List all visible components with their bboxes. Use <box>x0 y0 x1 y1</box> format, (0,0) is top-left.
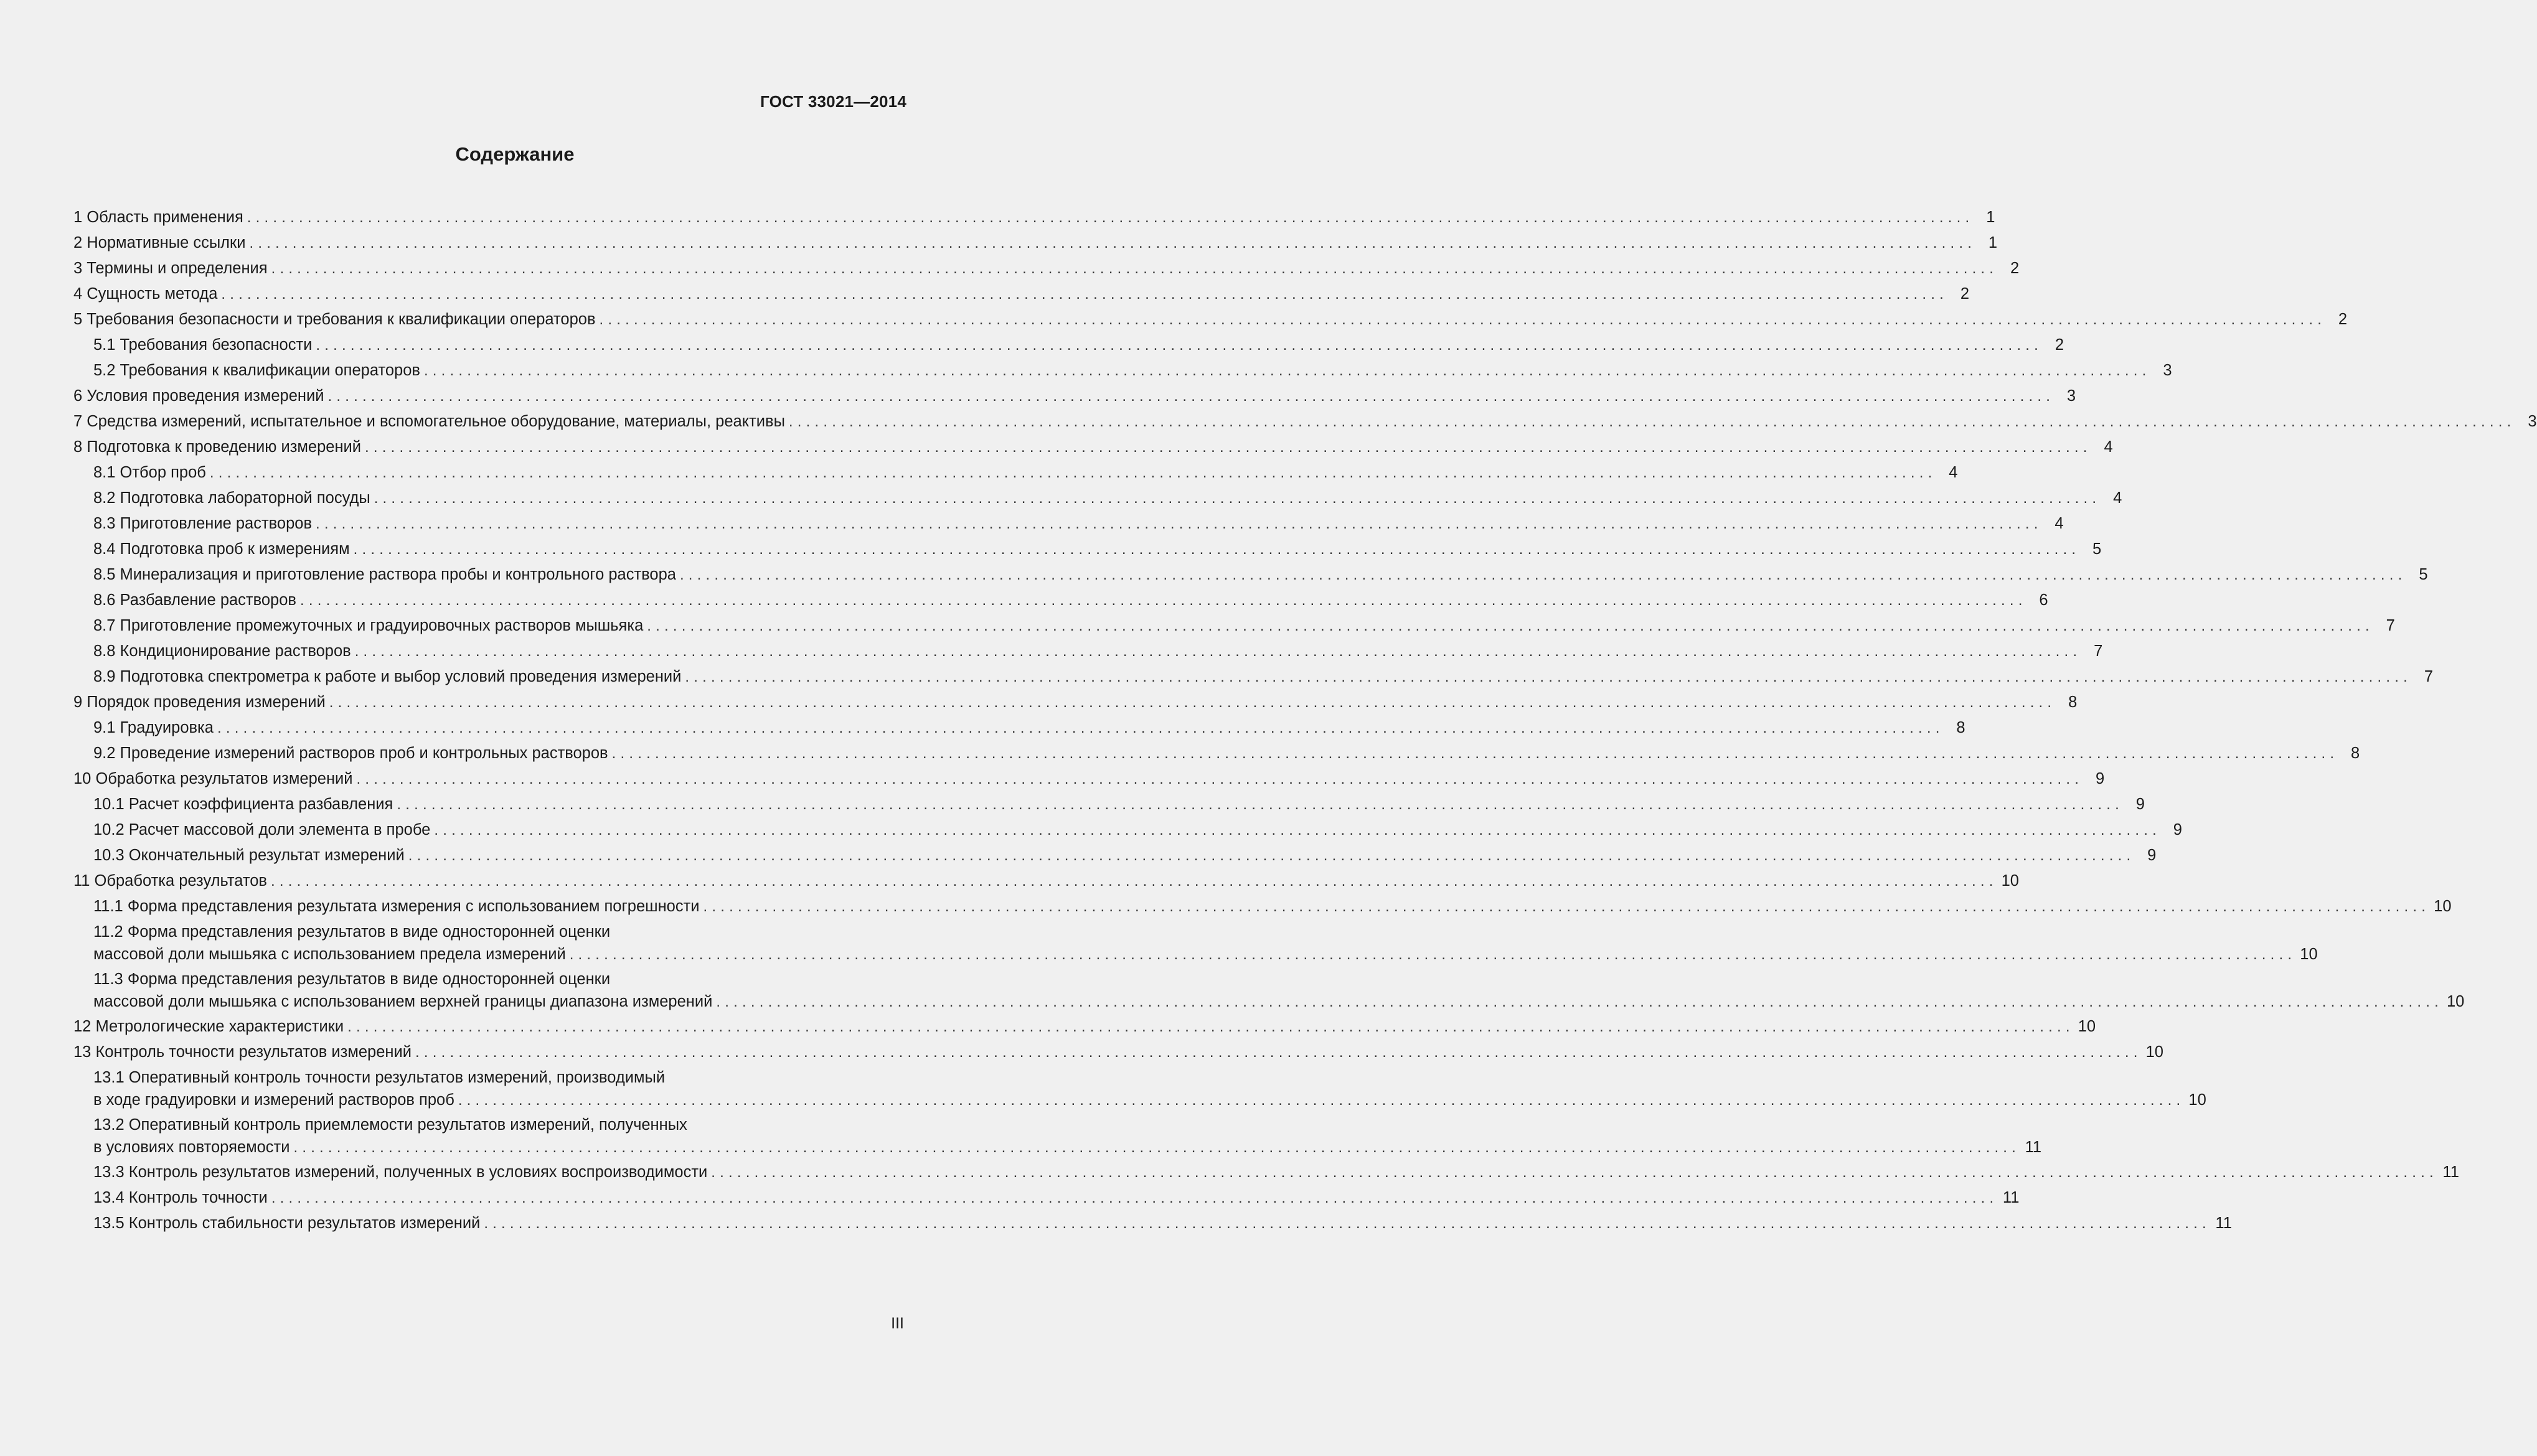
toc-entry-label: 2 Нормативные ссылки <box>73 234 246 251</box>
toc-leader-dots: ........................................................................................................................................................................................................ <box>434 822 2161 838</box>
toc-entry-2[interactable] <box>73 230 1998 255</box>
toc-leader-dots: ........................................................................................................................................................................................................ <box>599 311 2327 328</box>
toc-page-number: 11 <box>2002 1189 2020 1206</box>
toc-entry-13[interactable] <box>73 1039 2163 1064</box>
toc-entry-label: 13.3 Контроль результатов измерений, полученных в условиях воспроизводимости <box>93 1163 708 1181</box>
toc-leader-dots: ........................................................................................................................................................................................................ <box>347 1018 2074 1035</box>
toc-leader-dots: ........................................................................................................................................................................................................ <box>484 1215 2211 1232</box>
toc-page-number: 3 <box>2163 362 2172 379</box>
toc-leader-dots: ........................................................................................................................................................................................................ <box>647 618 2374 634</box>
toc-entry-label: 10.1 Расчет коэффициента разбавления <box>93 796 393 813</box>
toc-entry-9-1[interactable] <box>73 715 1965 740</box>
toc-leader-dots: ........................................................................................................................................................................................................ <box>221 286 1949 303</box>
toc-entry-label: 10 Обработка результатов измерений <box>73 770 353 787</box>
toc-page-number: 4 <box>2055 515 2064 532</box>
toc-leader-dots: ........................................................................................................................................................................................................ <box>569 946 2297 963</box>
toc-entry-label-line1: 13.2 Оперативный контроль приемлемости результатов измерений, полученных <box>93 1116 687 1134</box>
toc-leader-dots: ........................................................................................................................................................................................................ <box>271 260 1998 277</box>
toc-entry-label: 8.8 Кондиционирование растворов <box>93 642 351 660</box>
toc-page-number: 7 <box>2386 617 2395 634</box>
toc-entry-label: 8.6 Разбавление растворов <box>93 591 296 609</box>
toc-entry-7[interactable] <box>73 408 2537 434</box>
toc-page-number: 2 <box>2055 336 2064 354</box>
toc-entry-9-2[interactable] <box>73 740 2360 766</box>
toc-entry-label: 13 Контроль точности результатов измерений <box>73 1043 412 1061</box>
toc-entry-13-1[interactable] <box>73 1064 2206 1112</box>
toc-page-number: 11 <box>2025 1139 2042 1156</box>
toc-page-number: 3 <box>2528 413 2537 430</box>
toc-entry-3[interactable] <box>73 255 2020 281</box>
toc-entry-label: 11 Обработка результатов <box>73 872 267 890</box>
toc-page-number: 6 <box>2039 591 2048 609</box>
toc-entry-label: 12 Метрологические характеристики <box>73 1018 344 1035</box>
toc-leader-dots: ........................................................................................................................................................................................................ <box>249 235 1977 251</box>
toc-leader-dots: ........................................................................................................................................................................................................ <box>415 1044 2142 1061</box>
toc-entry-10-3[interactable] <box>73 842 2157 868</box>
page-title: Содержание <box>455 143 575 165</box>
toc-leader-dots: ........................................................................................................................................................................................................ <box>329 694 2056 711</box>
toc-page-number: 1 <box>1988 234 1998 251</box>
toc-entry-11-3[interactable] <box>73 966 2465 1013</box>
toc-entry-label-line2: в условиях повторяемости <box>93 1139 290 1156</box>
toc-page-number: 9 <box>2095 770 2105 787</box>
toc-leader-dots: ........................................................................................................................................................................................................ <box>711 1164 2438 1181</box>
toc-entry-8-9[interactable] <box>73 664 2433 689</box>
toc-page-number: 10 <box>2300 946 2318 963</box>
toc-entry-13-3[interactable] <box>73 1159 2459 1185</box>
toc-leader-dots: ........................................................................................................................................................................................................ <box>408 847 2135 864</box>
toc-page-number: 10 <box>2145 1043 2163 1061</box>
toc-page-number: 5 <box>2419 566 2428 583</box>
toc-entry-8[interactable] <box>73 434 2113 459</box>
toc-leader-dots: ........................................................................................................................................................................................................ <box>271 1190 1998 1206</box>
toc-entry-11-2[interactable] <box>73 919 2318 966</box>
toc-entry-label: 7 Средства измерений, испытательное и вспомогательное оборудование, материалы, реактивы <box>73 413 785 430</box>
toc-page-number: 2 <box>2338 311 2348 328</box>
toc-leader-dots: ........................................................................................................................................................................................................ <box>316 337 2043 354</box>
toc-entry-label: 11.1 Форма представления результата измерения с использованием погрешности <box>93 898 700 915</box>
toc-entry-label: 4 Сущность метода <box>73 285 218 303</box>
toc-entry-6[interactable] <box>73 383 2076 408</box>
toc-entry-label: 10.3 Окончательный результат измерений <box>93 847 405 864</box>
toc-page-number: 11 <box>2215 1214 2232 1232</box>
toc-page-number: 4 <box>2113 489 2122 507</box>
toc-page-number: 10 <box>2446 993 2465 1010</box>
toc-page-number: 7 <box>2094 642 2103 660</box>
toc-entry-11[interactable] <box>73 868 2019 893</box>
toc-leader-dots: ........................................................................................................................................................................................................ <box>611 745 2339 762</box>
toc-entry-8-5[interactable] <box>73 561 2428 587</box>
toc-leader-dots: ........................................................................................................................................................................................................ <box>209 464 1937 481</box>
toc-page-number: 5 <box>2092 540 2102 558</box>
toc-leader-dots: ........................................................................................................................................................................................................ <box>327 388 2055 405</box>
toc-entry-label: 5 Требования безопасности и требования к квалификации операторов <box>73 311 596 328</box>
toc-entry-label: 8.4 Подготовка проб к измерениям <box>93 540 350 558</box>
toc-entry-label: 8.9 Подготовка спектрометра к работе и выбор условий проведения измерений <box>93 668 682 685</box>
document-code: ГОСТ 33021—2014 <box>760 92 906 111</box>
toc-page-number: 8 <box>1956 719 1965 736</box>
toc-leader-dots: ........................................................................................................................................................................................................ <box>685 669 2412 685</box>
toc-leader-dots: ........................................................................................................................................................................................................ <box>217 720 1944 736</box>
toc-page-number: 9 <box>2147 847 2157 864</box>
toc-page-number: 9 <box>2135 796 2145 813</box>
toc-entry-label: 1 Область применения <box>73 209 243 226</box>
toc-entry-label: 5.1 Требования безопасности <box>93 336 313 354</box>
toc-entry-5-1[interactable] <box>73 332 2064 357</box>
toc-page-number: 10 <box>2001 872 2019 890</box>
toc-page-number: 10 <box>2188 1091 2206 1109</box>
toc-entry-label-line2: массовой доли мышьяка с использованием предела измерений <box>93 946 566 963</box>
toc-entry-label-line1: 13.1 Оперативный контроль точности результатов измерений, производимый <box>93 1069 666 1086</box>
toc-entry-label-line2: массовой доли мышьяка с использованием верхней границы диапазона измерений <box>93 993 713 1010</box>
toc-entry-8-3[interactable] <box>73 510 2064 536</box>
toc-leader-dots: ........................................................................................................................................................................................................ <box>247 209 1974 226</box>
toc-entry-8-7[interactable] <box>73 613 2395 638</box>
toc-entry-label: 8 Подготовка к проведению измерений <box>73 438 362 456</box>
toc-leader-dots: ........................................................................................................................................................................................................ <box>299 592 2027 609</box>
toc-leader-dots: ........................................................................................................................................................................................................ <box>270 873 1998 890</box>
toc-entry-label: 9.2 Проведение измерений растворов проб и контрольных растворов <box>93 744 608 762</box>
toc-page-number: 8 <box>2351 744 2360 762</box>
toc-leader-dots: ........................................................................................................................................................................................................ <box>458 1092 2185 1109</box>
toc-leader-dots: ........................................................................................................................................................................................................ <box>316 515 2043 532</box>
toc-entry-label: 8.3 Приготовление растворов <box>93 515 312 532</box>
toc-entry-label: 5.2 Требования к квалификации операторов <box>93 362 420 379</box>
toc-entry-5-2[interactable] <box>73 357 2172 383</box>
toc-entry-label: 8.7 Приготовление промежуточных и градуировочных растворов мышьяка <box>93 617 644 634</box>
table-of-contents <box>73 204 2537 1236</box>
toc-leader-dots: ........................................................................................................................................................................................................ <box>716 993 2443 1010</box>
toc-entry-label-line1: 11.3 Форма представления результатов в виде односторонней оценки <box>93 970 611 988</box>
toc-page-number: 9 <box>2173 821 2182 838</box>
toc-entry-10[interactable] <box>73 766 2105 791</box>
toc-entry-1[interactable] <box>73 204 1995 230</box>
toc-leader-dots: ........................................................................................................................................................................................................ <box>356 771 2084 787</box>
toc-entry-8-2[interactable] <box>73 485 2122 510</box>
toc-leader-dots: ........................................................................................................................................................................................................ <box>703 898 2431 915</box>
toc-leader-dots: ........................................................................................................................................................................................................ <box>353 541 2081 558</box>
toc-leader-dots: ........................................................................................................................................................................................................ <box>397 796 2124 813</box>
toc-page-number: 7 <box>2424 668 2433 685</box>
toc-entry-10-2[interactable] <box>73 817 2182 842</box>
toc-entry-12[interactable] <box>73 1013 2096 1039</box>
toc-page-number: 3 <box>2066 387 2076 405</box>
toc-leader-dots: ........................................................................................................................................................................................................ <box>374 490 2101 507</box>
toc-entry-5[interactable] <box>73 306 2348 332</box>
toc-page-number: 10 <box>2434 898 2452 915</box>
toc-entry-label: 6 Условия проведения измерений <box>73 387 324 405</box>
toc-page-number: 8 <box>2068 693 2078 711</box>
toc-leader-dots: ........................................................................................................................................................................................................ <box>679 566 2407 583</box>
toc-page-number: 11 <box>2442 1163 2459 1181</box>
toc-entry-8-8[interactable] <box>73 638 2103 664</box>
toc-leader-dots: ........................................................................................................................................................................................................ <box>365 439 2092 456</box>
toc-entry-label: 10.2 Расчет массовой доли элемента в пробе <box>93 821 431 838</box>
toc-entry-13-2[interactable] <box>73 1112 2042 1159</box>
page-number: III <box>891 1315 904 1332</box>
toc-entry-label: 8.1 Отбор проб <box>93 464 206 481</box>
toc-entry-8-1[interactable] <box>73 459 1958 485</box>
toc-entry-label-line2: в ходе градуировки и измерений растворов проб <box>93 1091 454 1109</box>
toc-page-number: 1 <box>1986 209 1995 226</box>
toc-entry-13-4[interactable] <box>73 1185 2020 1210</box>
toc-page-number: 2 <box>1960 285 1970 303</box>
toc-entry-8-6[interactable] <box>73 587 2048 613</box>
toc-page-number: 4 <box>2104 438 2113 456</box>
toc-entry-label: 8.2 Подготовка лабораторной посуды <box>93 489 370 507</box>
toc-entry-label: 13.4 Контроль точности <box>93 1189 268 1206</box>
toc-entry-label-line1: 11.2 Форма представления результатов в виде односторонней оценки <box>93 923 611 941</box>
toc-page-number: 10 <box>2078 1018 2096 1035</box>
toc-entry-13-5[interactable] <box>73 1210 2232 1236</box>
toc-leader-dots: ........................................................................................................................................................................................................ <box>423 362 2151 379</box>
toc-entry-11-1[interactable] <box>73 893 2452 919</box>
toc-entry-label: 9 Порядок проведения измерений <box>73 693 326 711</box>
toc-entry-label: 9.1 Градуировка <box>93 719 214 736</box>
toc-page-number: 2 <box>2010 260 2020 277</box>
toc-leader-dots: ........................................................................................................................................................................................................ <box>788 413 2516 430</box>
toc-entry-10-1[interactable] <box>73 791 2145 817</box>
toc-page-number: 4 <box>1949 464 1958 481</box>
toc-leader-dots: ........................................................................................................................................................................................................ <box>354 643 2082 660</box>
toc-entry-8-4[interactable] <box>73 536 2102 561</box>
toc-entry-label: 13.5 Контроль стабильности результатов измерений <box>93 1214 481 1232</box>
toc-entry-4[interactable] <box>73 281 1970 306</box>
toc-entry-label: 3 Термины и определения <box>73 260 268 277</box>
toc-entry-9[interactable] <box>73 689 2078 715</box>
toc-leader-dots: ........................................................................................................................................................................................................ <box>293 1139 2021 1156</box>
toc-entry-label: 8.5 Минерализация и приготовление раствора пробы и контрольного раствора <box>93 566 676 583</box>
